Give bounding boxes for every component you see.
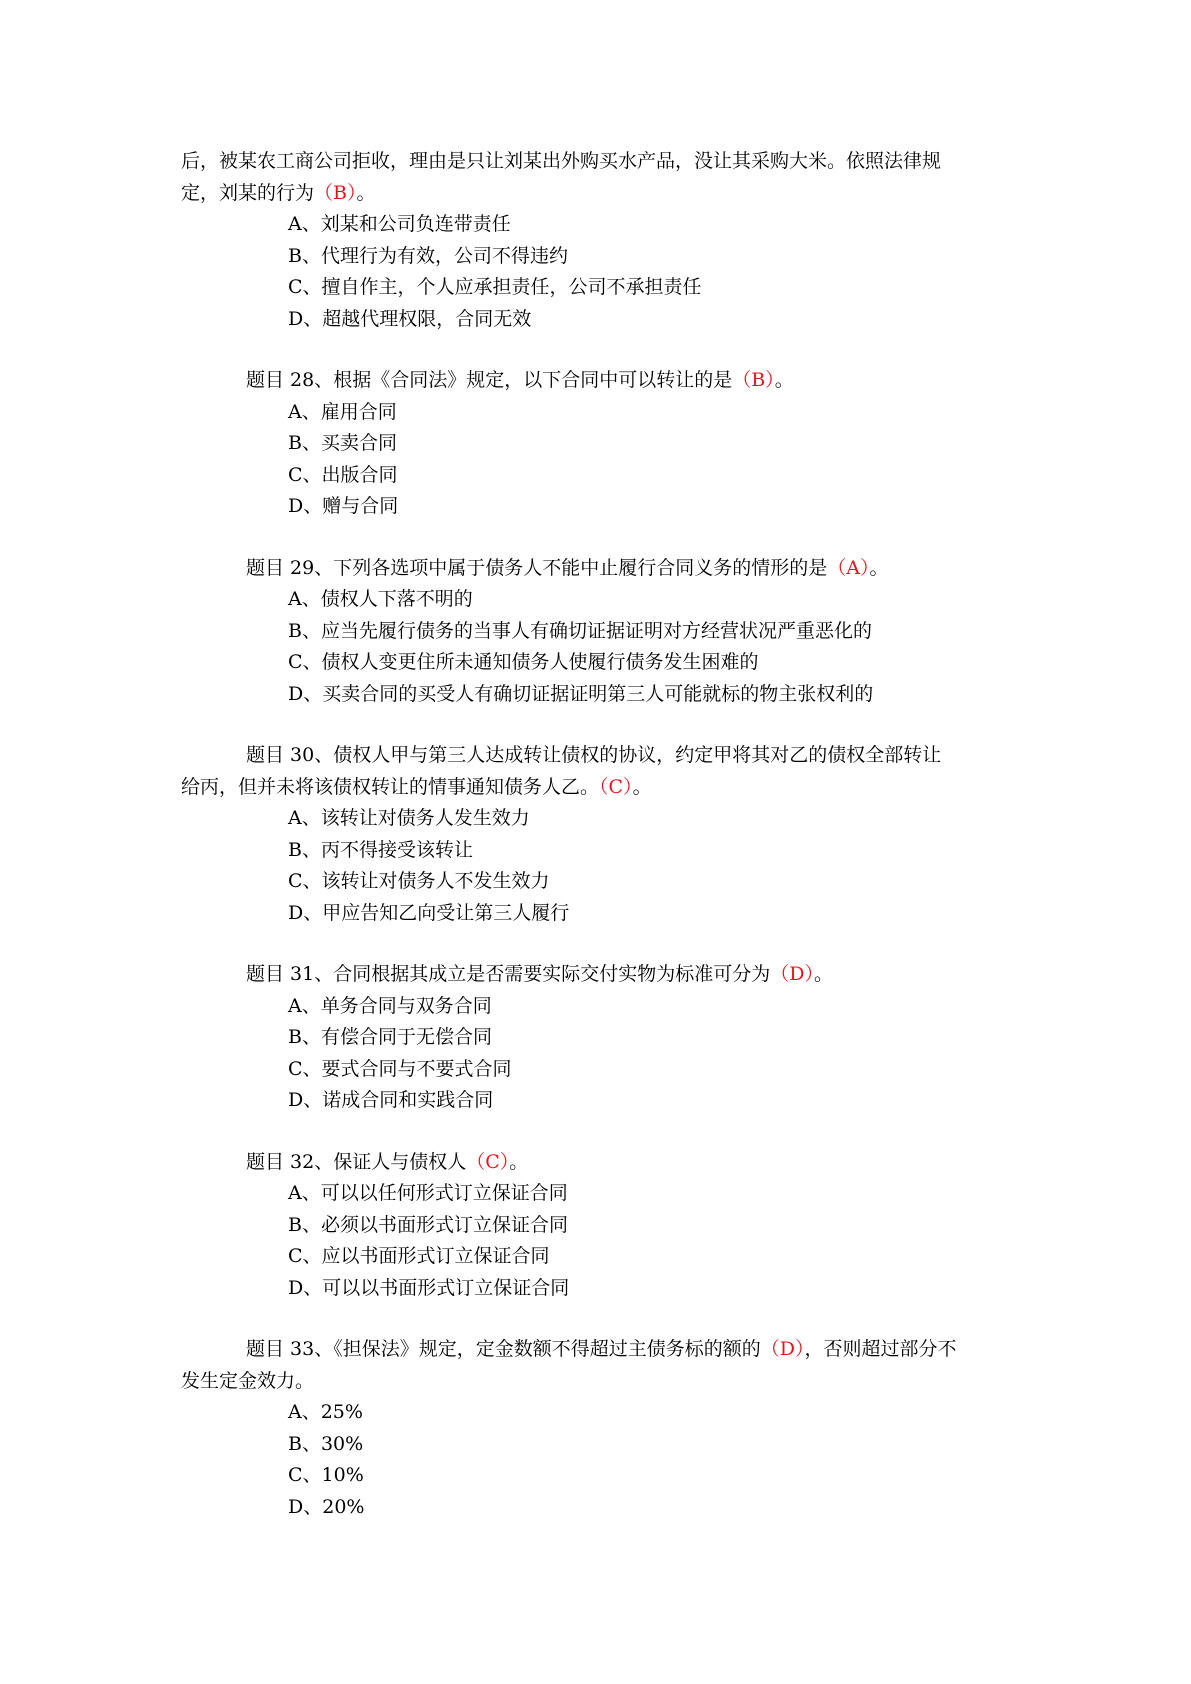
option-d: D、买卖合同的买受人有确切证据证明第三人可能就标的物主张权利的	[288, 682, 874, 705]
question-text: 题目 29、下列各选项中属于债务人不能中止履行合同义务的情形的是	[246, 556, 828, 579]
punctuation: 。	[632, 775, 652, 798]
punctuation: 。	[869, 556, 889, 579]
question-30-line-1: 题目 30、债权人甲与第三人达成转让债权的协议，约定甲将其对乙的债权全部转让	[246, 744, 942, 766]
option-b: B、丙不得接受该转让	[288, 838, 473, 861]
punctuation: 。	[509, 1150, 529, 1173]
question-text: 给丙，但并未将该债权转让的情事通知债务人乙。	[181, 775, 600, 798]
option-b: B、代理行为有效，公司不得违约	[288, 244, 568, 267]
question-text: 题目 32、保证人与债权人	[246, 1150, 467, 1173]
option-a: A、雇用合同	[288, 400, 397, 423]
option-a: A、可以以任何形式订立保证合同	[288, 1182, 568, 1204]
document-body	[181, 146, 1021, 1523]
question-text: 题目 28、根据《合同法》规定，以下合同中可以转让的是	[246, 369, 733, 391]
option-d: D、甲应告知乙向受让第三人履行	[288, 901, 570, 924]
option-c: C、出版合同	[288, 463, 398, 486]
intro-text: 定，刘某的行为	[181, 181, 315, 204]
intro-line-1: 后，被某农工商公司拒收，理由是只让刘某出外购买水产品，没让其采购大米。依照法律规	[181, 150, 942, 172]
option-d: D、可以以书面形式订立保证合同	[288, 1276, 570, 1299]
answer-mark: （B）	[732, 369, 775, 391]
question-29	[181, 553, 1021, 585]
option-d: D、20%	[288, 1495, 365, 1518]
punctuation: 。	[774, 369, 794, 391]
answer-mark: （D）	[770, 963, 814, 985]
answer-mark: （C）	[599, 775, 633, 798]
option-c: C、应以书面形式订立保证合同	[288, 1245, 550, 1267]
option-c: C、债权人变更住所未通知债务人使履行债务发生困难的	[288, 651, 759, 673]
question-28	[181, 365, 1021, 397]
question-30-line-2	[181, 772, 1021, 804]
option-c: C、该转让对债务人不发生效力	[288, 870, 550, 892]
option-b: B、买卖合同	[288, 432, 397, 454]
option-a: A、25%	[288, 1401, 363, 1423]
question-33-line-2: 发生定金效力。	[181, 1369, 315, 1392]
option-d: D、超越代理权限，合同无效	[288, 307, 532, 330]
punctuation: 。	[356, 181, 376, 204]
option-a: A、债权人下落不明的	[288, 588, 473, 610]
option-c: C、10%	[288, 1464, 364, 1486]
answer-mark: （C）	[466, 1150, 510, 1173]
option-b: B、应当先履行债务的当事人有确切证据证明对方经营状况严重恶化的	[288, 619, 872, 642]
question-text: 题目 31、合同根据其成立是否需要实际交付实物为标准可分为	[246, 963, 771, 985]
punctuation: 。	[813, 963, 833, 985]
option-c: C、擅自作主，个人应承担责任，公司不承担责任	[288, 276, 702, 298]
option-d: D、诺成合同和实践合同	[288, 1089, 494, 1111]
option-a: A、单务合同与双务合同	[288, 994, 492, 1017]
option-b: B、有偿合同于无偿合同	[288, 1026, 492, 1048]
option-a: A、该转让对债务人发生效力	[288, 807, 530, 829]
option-d: D、赠与合同	[288, 495, 399, 517]
answer-mark: （D）	[760, 1338, 805, 1360]
option-a: A、刘某和公司负连带责任	[288, 213, 511, 235]
question-text: 题目 33、《担保法》规定，定金数额不得超过主债务标的额的	[246, 1338, 761, 1360]
option-b: B、30%	[288, 1432, 364, 1455]
answer-mark: （A）	[827, 556, 870, 579]
answer-mark: （B）	[314, 181, 357, 204]
question-31	[181, 959, 1021, 991]
intro-line-2	[181, 178, 1021, 210]
question-33-line-1	[181, 1334, 1021, 1366]
question-text-cont: ，否则超过部分不	[804, 1338, 957, 1360]
question-32	[181, 1147, 1021, 1179]
option-b: B、必须以书面形式订立保证合同	[288, 1213, 568, 1236]
option-c: C、要式合同与不要式合同	[288, 1057, 512, 1080]
